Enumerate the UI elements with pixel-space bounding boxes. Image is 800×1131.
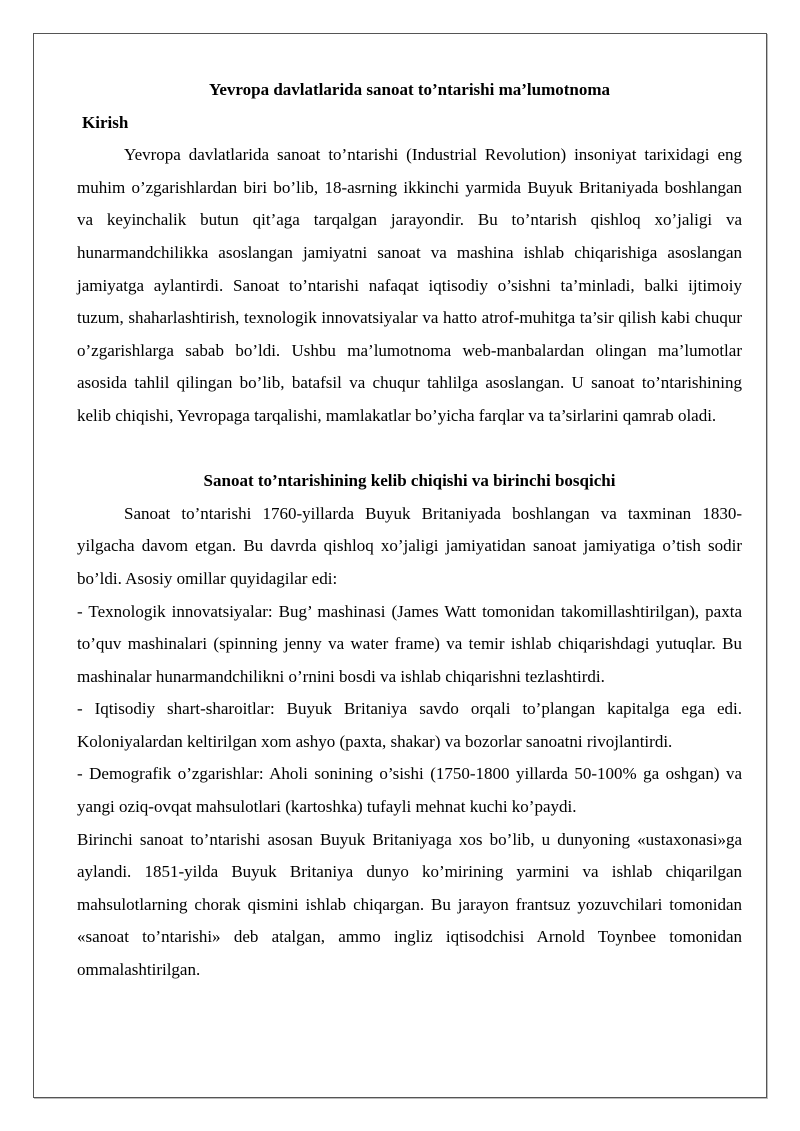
list-item-economy: - Iqtisodiy shart-sharoitlar: Buyuk Britaniya savdo orqali to’plangan kapitalga ega edi. Koloniyalardan keltirilgan xom ashyo (paxta, shakar) va bozorlar sanoatni rivojlantirdi. xyxy=(77,699,742,751)
intro-paragraph: Yevropa davlatlarida sanoat to’ntarishi (Industrial Revolution) insoniyat tarixidagi eng muhim o’zgarishlardan biri bo’lib, 18-asrning ikkinchi yarmida Buyuk Britaniyada boshlangan va keyinchalik butun qit’aga tarqalgan jarayondir. Bu to’ntarish qishloq xo’jaligi va hunarmandchilikka asoslangan jamiyatni sanoat va mashina ishlab chiqarishiga asoslangan jamiyatga aylantirdi. Sanoat to’ntarishi nafaqat iqtisodiy o’sishni ta’minladi, balki ijtimoiy tuzum, shaharlashtirish, texnologik innovatsiyalar va hatto atrof-muhitga ta’sir qilish kabi chuqur o’zgarishlarga sabab bo’ldi. Ushbu ma’lumotnoma web-manbalardan olingan ma’lumotlar asosida tahlil qilingan bo’lib, batafsil va chuqur tahlilga asoslangan. U sanoat to’ntarishining kelib chiqishi, Yevropaga tarqalishi, mamlakatlar bo’yicha farqlar va ta’sirlarini qamrab oladi. xyxy=(77,145,742,425)
section-paragraph: Sanoat to’ntarishi 1760-yillarda Buyuk Britaniyada boshlangan va taxminan 1830-yilgacha davom etgan. Bu davrda qishloq xo’jaligi jamiyatidan sanoat jamiyatiga o’tish sodir bo’ldi. Asosiy omillar quyidagilar edi: xyxy=(77,503,742,588)
document-title: Yevropa davlatlarida sanoat to’ntarishi ma’lumotnoma xyxy=(208,80,611,99)
paragraph-spacer xyxy=(77,433,742,466)
section-heading: Sanoat to’ntarishining kelib chiqishi va birinchi bosqichi xyxy=(203,471,616,491)
list-item-demography: - Demografik o’zgarishlar: Aholi sonining o’sishi (1750-1800 yillarda 50-100% ga oshgan) va yangi oziq-ovqat mahsulotlari (kartoshka) tufayli mehnat kuchi ko’paydi. xyxy=(77,764,742,817)
intro-heading: Kirish xyxy=(82,112,129,132)
list-item-technology: - Texnologik innovatsiyalar: Bug’ mashinasi (James Watt tomonidan takomillashtirilgan), paxta to’quv mashinalari (spinning jenny va water frame) va temir ishlab chiqarishdagi yutuqlar. Bu mashinalar hunarmandchilikni o’rnini bosdi va ishlab chiqarishni tezlashtirdi. xyxy=(77,601,742,686)
document-body xyxy=(77,74,742,987)
closing-paragraph: Birinchi sanoat to’ntarishi asosan Buyuk Britaniyaga xos bo’lib, u dunyoning «ustaxonasi»ga aylandi. 1851-yilda Buyuk Britaniya dunyo ko’mirining yarmini va ishlab chiqarilgan mahsulotlarning chorak qismini ishlab chiqargan. Bu jarayon frantsuz yozuvchilari tomonidan «sanoat to’ntarishi» deb atalgan, ammo ingliz iqtisodchisi Arnold Toynbee tomonidan ommalashtirilgan. xyxy=(77,829,742,980)
